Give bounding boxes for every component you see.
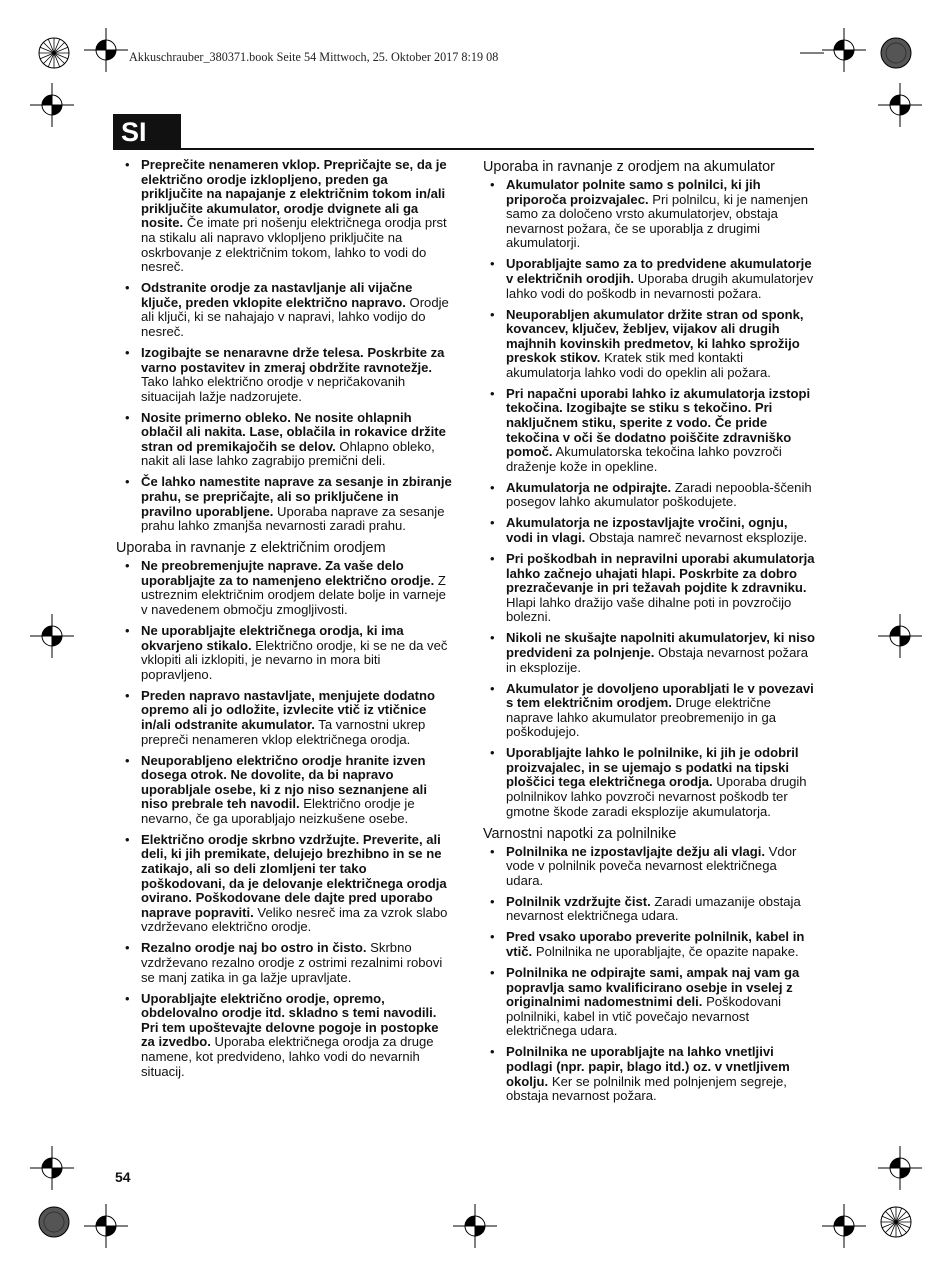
item-text: Akumulatorska tekočina lahko povzroči draženje kože in opekline. <box>506 444 782 474</box>
item-text: Orodje ali ključi, ki se nahajajo v napravi, lahko vodijo do nesreč. <box>141 294 449 339</box>
list-item <box>480 552 816 625</box>
list-item <box>480 516 816 545</box>
list-item <box>480 930 816 959</box>
right-column <box>480 158 816 1110</box>
list-item <box>113 346 453 404</box>
item-text: Če imate pri nošenju električnega orodja prst na stikalu ali napravo vklopljeno priključite na oskrbovanje z električnim tokom, lahko to vodi do nesreč. <box>141 215 447 275</box>
heading-battery-tool-use: Uporaba in ravnanje z orodjem na akumulator <box>483 159 775 175</box>
list-item <box>113 559 453 617</box>
item-text: Ohlapno obleko, nakit ali lase lahko zagrabijo premični deli. <box>141 438 435 469</box>
list-item <box>480 178 816 251</box>
item-bold-text: Če lahko namestite naprave za sesanje in zbiranje prahu, se prepričajte, ali so priključene in pravilno uporabljene. <box>141 474 452 519</box>
page-number: 54 <box>115 1169 131 1185</box>
item-bold-text: Izogibajte se nenaravne drže telesa. Poskrbite za varno postavitev in zmeraj obdržite ravnotežje. <box>141 344 445 375</box>
item-text: Uporaba naprave za sesanje prahu lahko zmanjša nevarnosti zaradi prahu. <box>141 503 445 534</box>
item-bold-text: Rezalno orodje naj bo ostro in čisto. <box>141 940 367 956</box>
item-bold-text: Pri napačni uporabi lahko iz akumulatorja izstopi tekočina. Izogibajte se stiku s tekočino. Pri naključnem stiku, sperite z vodo. Če pride tekočina v oči še dodatno poiščite zdravniško pomoč. <box>506 385 811 460</box>
running-header: Akkuschrauber_380371.book Seite 54 Mittwoch, 25. Oktober 2017 8:19 08 <box>129 50 499 64</box>
list-item <box>113 992 453 1080</box>
item-text: Uporaba električnega orodja za druge namene, kot predvideno, lahko vodi do nevarnih situacij. <box>141 1034 434 1079</box>
list-item <box>113 281 453 339</box>
item-bold-text: Akumulator je dovoljeno uporabljati le v povezavi s tem električnim orodjem. <box>506 680 814 711</box>
item-text: Električno orodje je nevarno, če ga uporabljajo neizkušene osebe. <box>141 796 415 826</box>
item-bold-text: Uporabljajte lahko le polnilnike, ki jih je odobril proizvajalec, in se ujemajo s podatki na tipski ploščici tega električnega orodja. <box>506 745 799 790</box>
item-text: Obstaja nevarnost požara in eksplozije. <box>506 644 809 675</box>
item-bold-text: Neuporabljeno električno orodje hranite izven dosega otrok. Ne dovolite, da bi napravo uporabljale osebe, ki z njo niso seznanjene ali niso prebrale teh navodil. <box>141 752 427 812</box>
item-text: Z ustreznim električnim orodjem delate bolje in varneje v navedenem območju zmogljivosti. <box>141 572 446 617</box>
list-item <box>480 682 816 740</box>
list-item <box>480 845 816 889</box>
language-tab: SI <box>113 114 181 150</box>
item-text: Ker se polnilnik med polnjenjem segreje, obstaja nevarnost požara. <box>506 1073 787 1104</box>
item-text: Kratek stik med kontakti akumulatorja lahko vodi do opeklin ali požara. <box>506 350 771 380</box>
list-item <box>480 481 816 510</box>
item-bold-text: Odstranite orodje za nastavljanje ali vijačne ključe, preden vklopite električno napravo. <box>141 280 413 310</box>
list-item <box>113 475 453 533</box>
item-bold-text: Polnilnika ne izpostavljajte dežju ali vlagi. <box>506 843 766 859</box>
list-item <box>480 1045 816 1103</box>
item-bold-text: Akumulatorja ne izpostavljajte vročini, ognju, vodi in vlagi. <box>506 515 788 546</box>
heading-charger-safety: Varnostni napotki za polnilnike <box>483 825 677 842</box>
item-text: Druge električne naprave lahko akumulator preobremenijo in ga poškodujejo. <box>506 695 777 740</box>
item-text: Pri polnilcu, ki je namenjen samo za določeno vrsto akumulatorjev, obstaja nevarnost požara, če se uporablja z drugimi akumulatorji. <box>506 191 809 251</box>
list-item <box>113 624 453 682</box>
item-bold-text: Ne preobremenjujte naprave. Za vaše delo uporabljajte za to namenjeno električno orodje. <box>141 558 435 588</box>
item-bold-text: Nosite primerno obleko. Ne nosite ohlapnih oblačil ali nakita. Lase, oblačila in rokavice držite stran od premikajočih se delov. <box>141 409 446 454</box>
list-item <box>113 411 453 469</box>
list-item <box>480 966 816 1039</box>
item-text: Hlapi lahko dražijo vaše dihalne poti in povzročijo bolezni. <box>506 594 792 625</box>
item-bold-text: Preprečite nenameren vklop. Prepričajte se, da je električno orodje izklopljeno, preden ga priključite na napajanje z električnim tokom in/ali priključite akumulator, orodje dvignete ali ga nosite. <box>141 157 447 231</box>
item-bold-text: Uporabljajte samo za to predvidene akumulatorje v električnih orodjih. <box>506 256 812 286</box>
item-text: Veliko nesreč ima za vzrok slabo vzdrževano električno orodje. <box>141 904 448 935</box>
item-text: Skrbno vzdrževano rezalno orodje z ostrimi rezalnimi robovi se manj zatika in ga lažje upravljate. <box>141 940 443 985</box>
item-bold-text: Pred vsako uporabo preverite polnilnik, kabel in vtič. <box>506 929 805 959</box>
item-text: Ta varnostni ukrep prepreči nenameren vklop električnega orodja. <box>141 716 426 747</box>
left-column <box>113 158 453 1086</box>
list-item <box>480 631 816 675</box>
list-item <box>480 746 816 819</box>
item-text: Obstaja namreč nevarnost eksplozije. <box>585 530 808 546</box>
item-text: Zaradi umazanije obstaja nevarnost električnega udara. <box>506 893 801 924</box>
item-bold-text: Pri poškodbah in nepravilni uporabi akumulatorja lahko začnejo uhajati hlapi. Poskrbite za dobro prezračevanje in pri težavah pojdite k zdravniku. <box>506 551 815 596</box>
list-item <box>480 308 816 381</box>
list-item <box>113 754 453 827</box>
left-list-main <box>113 559 453 1079</box>
item-text: Zaradi nepoobla-ščenih posegov lahko akumulator poškodujete. <box>506 479 812 510</box>
item-bold-text: Akumulatorja ne odpirajte. <box>506 479 672 495</box>
item-text: Tako lahko električno orodje v nepričakovanih situacijah lažje nadzorujete. <box>141 374 406 404</box>
item-bold-text: Uporabljajte električno orodje, opremo, obdelovalno orodje itd. skladno s temi navodili. Pri tem upoštevajte delovne pogoje in postopke za izvedbo. <box>141 990 439 1050</box>
left-list-top <box>113 158 453 534</box>
item-text: Poškodovani polnilniki, kabel in vtič povečajo nevarnost električnega udara. <box>506 994 782 1039</box>
item-bold-text: Nikoli ne skušajte napolniti akumulatorjev, ki niso predvideni za polnjenje. <box>506 630 815 660</box>
right-list-battery <box>480 178 816 819</box>
list-item <box>113 158 453 275</box>
item-bold-text: Električno orodje skrbno vzdržujte. Preverite, ali deli, ki jih premikate, delujejo brezhibno in se ne zatikajo, ali so deli zlomljeni ter tako poškodovani, da je delovanje električnega orodja ovirano. Poškodovane dele dajte pred uporabo naprave popraviti. <box>141 831 447 920</box>
item-bold-text: Ne uporabljajte električnega orodja, ki ima okvarjeno stikalo. <box>141 622 404 653</box>
item-bold-text: Preden napravo nastavljate, menjujete dodatno opremo ali jo odložite, izvlecite vtič iz vtičnice in/ali odstranite akumulator. <box>141 687 435 732</box>
list-item <box>480 895 816 924</box>
language-rule <box>181 148 814 150</box>
item-text: Polnilnika ne uporabljajte, če opazite napake. <box>532 944 799 959</box>
item-bold-text: Polnilnik vzdržujte čist. <box>506 893 651 909</box>
item-bold-text: Neuporabljen akumulator držite stran od sponk, kovancev, ključev, žebljev, vijakov ali drugih majhnih kovinskih predmetov, ki lahko sprožijo preskok stikov. <box>506 306 804 366</box>
item-text: Uporaba drugih akumulatorjev lahko vodi do poškodb in nevarnosti požara. <box>506 270 814 301</box>
heading-power-tool-use: Uporaba in ravnanje z električnim orodjem <box>116 540 386 557</box>
item-text: Vdor vode v polnilnik poveča nevarnost električnega udara. <box>506 843 797 888</box>
list-item <box>113 941 453 985</box>
right-list-charger <box>480 845 816 1104</box>
item-text: Električno orodje, ki se ne da več vklopiti ali izklopiti, je nevarno in mora biti popravljeno. <box>141 637 448 682</box>
item-bold-text: Polnilnika ne uporabljajte na lahko vnetljivi podlagi (npr. papir, blago itd.) oz. v vnetljivem okolju. <box>506 1044 790 1089</box>
list-item <box>480 387 816 475</box>
item-bold-text: Akumulator polnite samo s polnilci, ki jih priporoča proizvajalec. <box>506 177 761 207</box>
list-item <box>113 833 453 935</box>
item-text: Uporaba drugih polnilnikov lahko povzroči nevarnost poškodb ter gmotne škode zaradi eksplozije akumulatorja. <box>506 774 807 819</box>
item-bold-text: Polnilnika ne odpirajte sami, ampak naj vam ga popravlja samo kvalificirano osebje in vselej z originalnimi nadomestnimi deli. <box>506 964 800 1010</box>
list-item <box>113 689 453 747</box>
list-item <box>480 257 816 301</box>
